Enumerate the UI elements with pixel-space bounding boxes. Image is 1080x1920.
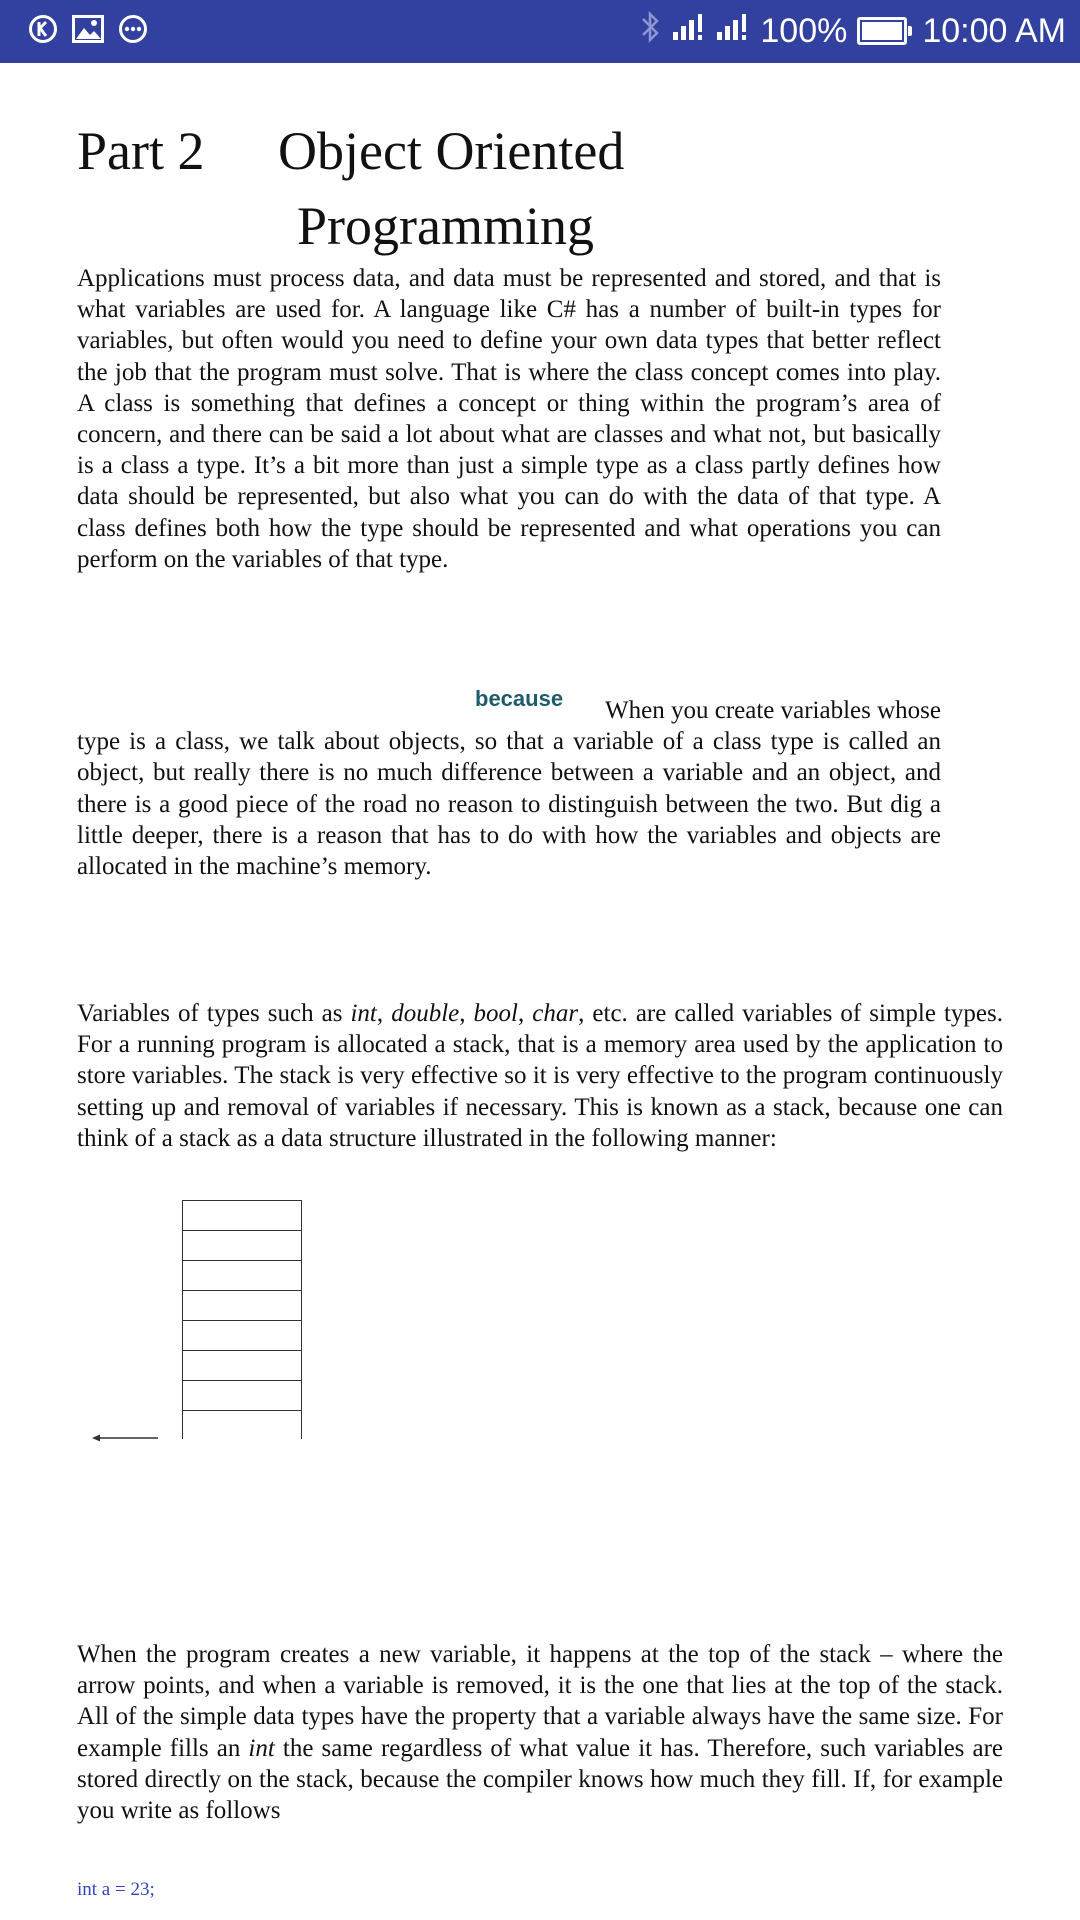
type-double: double [391, 1000, 460, 1027]
stack-top-arrow-icon [92, 1433, 158, 1443]
paragraph-simple-types: Variables of types such as int, double, bool, char, etc. are called variables of simple types. For a running program is allocated a stack, that is a memory area used by the application to store variables. The stack is very effective so it is very effective to the program continuously setting up and removal of variables if necessary. This is known as a stack, because one can think of a stack as a data structure illustrated in the following manner: [77, 1000, 1003, 1152]
status-left-icons [28, 14, 148, 48]
type-bool: bool [473, 1000, 518, 1027]
status-right-icons [640, 10, 1066, 52]
margin-note: because [475, 686, 564, 711]
image-icon [72, 15, 104, 48]
paragraph-objects [77, 695, 941, 882]
stack-cell [182, 1230, 302, 1260]
stack-cell [182, 1350, 302, 1380]
type-int-inline: int [248, 1734, 275, 1762]
type-char: char [532, 1000, 579, 1027]
stack-diagram [182, 1200, 302, 1439]
stack-cell [182, 1200, 302, 1230]
paragraph-new-variable-suffix: the same regardless of what value it has. Therefore, such variables are stored directly on the stack, because the compiler knows how much they fill. If, for example you write as follows [77, 1734, 1003, 1825]
stack-cell [182, 1380, 302, 1410]
bluetooth-icon [640, 10, 662, 53]
stack-cell [182, 1290, 302, 1320]
status-bar [0, 0, 1080, 63]
stack-cell [182, 1260, 302, 1290]
chapter-title-line1: Object Oriented [278, 121, 625, 181]
paragraph-objects-rest: type is a class, we talk about objects, so that a variable of a class type is called an object, but really there is no much difference between a variable and an object, and there is a good piece of the road no reason to distinguish between the two. But dig a little deeper, there is a reason that has to do with how the variables and objects are allocated in the machine’s memory. [77, 728, 941, 881]
chapter-title-line2: Programming [297, 196, 594, 256]
paragraph-simple-types-prefix: Variables of types such as [77, 1000, 351, 1027]
clock-time: 10:00 AM [922, 11, 1066, 50]
paragraph-objects-lead: When you create variables whose [605, 697, 941, 724]
type-int: int [350, 1000, 377, 1027]
stack-cell [182, 1410, 302, 1439]
signal-icon-2 [716, 12, 750, 51]
battery-percent: 100% [760, 11, 848, 50]
signal-icon [672, 12, 706, 51]
battery-icon [857, 17, 912, 45]
stack-cell [182, 1320, 302, 1350]
paragraph-simple-types-suffix: , etc. are called variables of simple types. For a running program is allocated a stack, that is a memory area used by the application to store variables. The stack is very effective so it is very effective to the program continuously setting up and removal of variables if necessary. This is known as a stack, because one can think of a stack as a data structure illustrated in the following manner: [77, 1000, 1003, 1152]
paragraph-new-variable-prefix: When the program creates a new variable, it happens at the top of the stack – where the arrow points, and when a variable is removed, it is the one that lies at the top of the stack. All of the simple data types have the property that a variable always have the same size. For example fills an [77, 1641, 1003, 1762]
more-dots-icon [118, 14, 148, 49]
code-line: int a = 23; [77, 1879, 155, 1900]
paragraph-classes: Applications must process data, and data must be represented and stored, and that is what variables are used for. A language like C# has a number of built-in types for variables, but often would you need to define your own data types that better reflect the job that the program must solve. That is where the class concept comes into play. A class is something that defines a concept or thing within the program’s area of concern, and there can be said a lot about what are classes and what not, but basically is a class a type. It’s a bit more than just a simple type as a class partly defines how data should be represented, but also what you can do with the data of that type. A class defines both how the type should be represented and what operations you can perform on the variables of that type. [77, 265, 941, 573]
k-app-icon [28, 14, 58, 49]
part-label: Part 2 [77, 121, 205, 181]
paragraph-new-variable [77, 1639, 1003, 1826]
